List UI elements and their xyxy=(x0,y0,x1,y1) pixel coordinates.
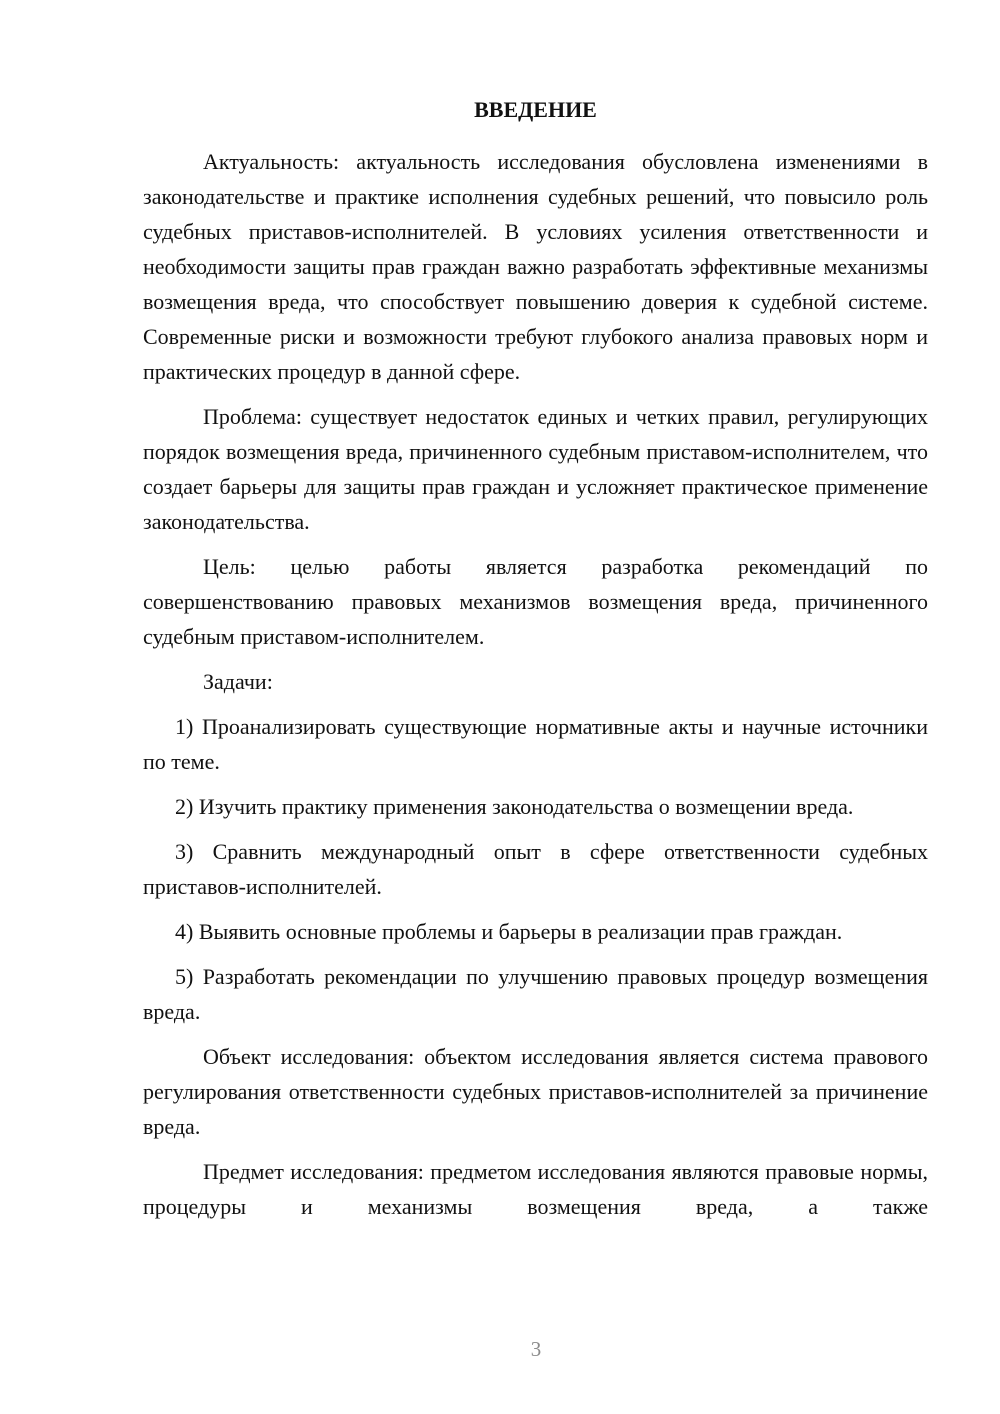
paragraph-object: Объект исследования: объектом исследования является система правового регулирования ответственности судебных приставов-исполнителей за причинение вреда. xyxy=(143,1044,928,1139)
paragraph-problem: Проблема: существует недостаток единых и четких правил, регулирующих порядок возмещения вреда, причиненного судебным приставом-исполнителем, что создает барьеры для защиты прав граждан и усложняет практическое применение законодательства. xyxy=(143,404,928,534)
paragraph-goal: Цель: целью работы является разработка рекомендаций по совершенствованию правовых механизмов возмещения вреда, причиненного судебным приставом-исполнителем. xyxy=(143,554,928,649)
task-item-2: 2) Изучить практику применения законодательства о возмещении вреда. xyxy=(175,794,854,819)
tasks-label: Задачи: xyxy=(203,669,273,694)
page-number: 3 xyxy=(530,1337,542,1361)
task-item-1: 1) Проанализировать существующие нормативные акты и научные источники по теме. xyxy=(143,714,928,774)
paragraph-relevance: Актуальность: актуальность исследования обусловлена изменениями в законодательстве и практике исполнения судебных решений, что повысило роль судебных приставов-исполнителей. В условиях усиления ответственности и необходимости защиты прав граждан важно разработать эффективные механизмы возмещения вреда, что способствует повышению доверия к судебной системе. Современные риски и возможности требуют глубокого анализа правовых норм и практических процедур в данной сфере. xyxy=(143,149,928,384)
task-item-3: 3) Сравнить международный опыт в сфере ответственности судебных приставов-исполнителей. xyxy=(143,839,928,899)
task-item-4: 4) Выявить основные проблемы и барьеры в реализации прав граждан. xyxy=(175,919,843,944)
paragraph-subject: Предмет исследования: предметом исследования являются правовые нормы, процедуры и механизмы возмещения вреда, а также xyxy=(143,1159,928,1219)
task-item-5: 5) Разработать рекомендации по улучшению правовых процедур возмещения вреда. xyxy=(143,964,928,1024)
section-heading: ВВЕДЕНИЕ xyxy=(474,97,597,122)
document-body xyxy=(143,96,928,1234)
